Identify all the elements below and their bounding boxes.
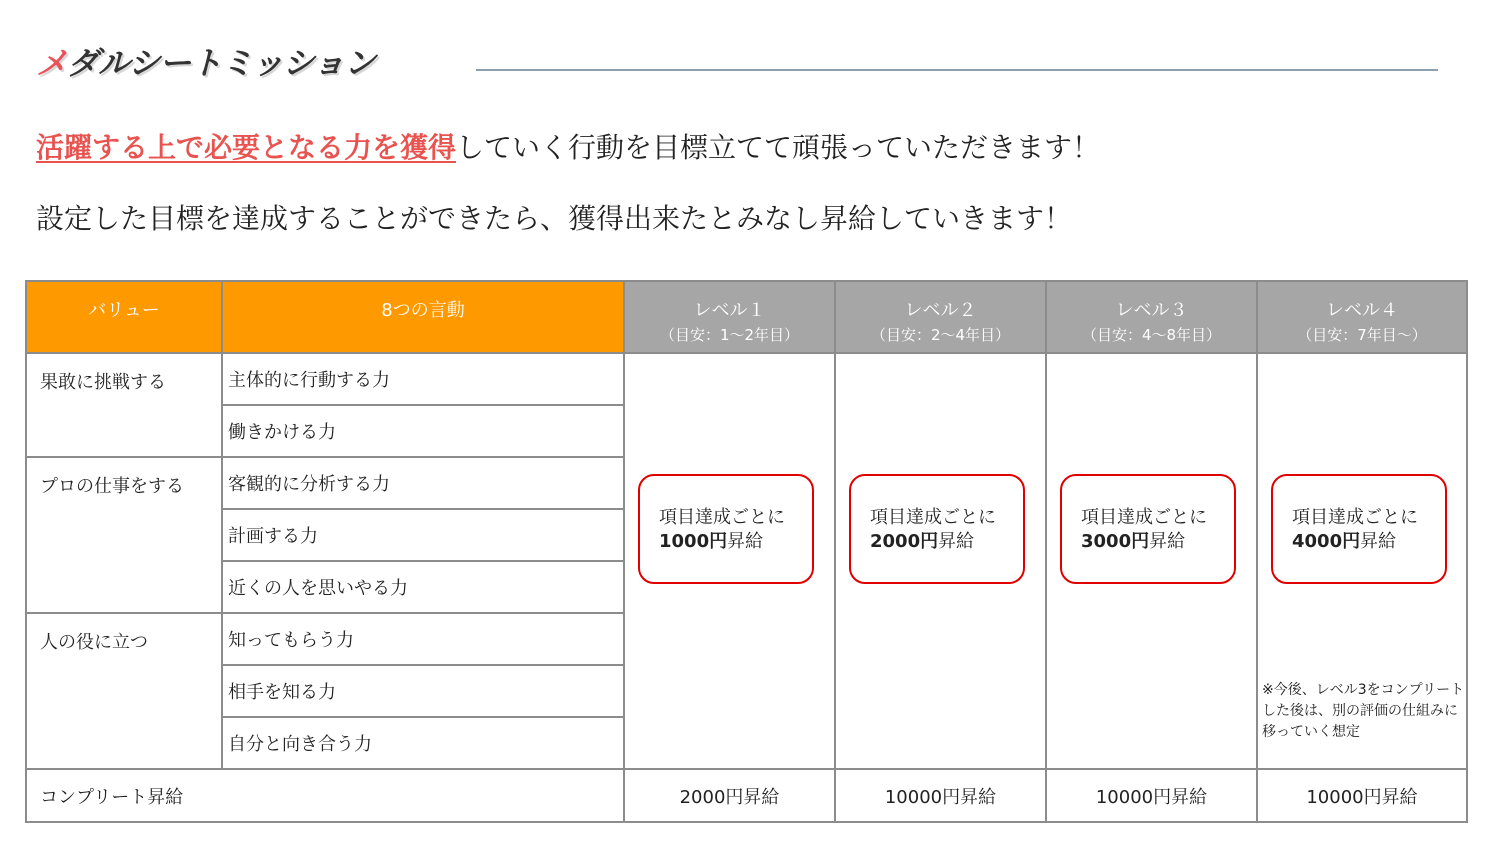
page-title-rest: ダルシートミッション xyxy=(67,44,375,82)
complete-amount-level-2: 10000円昇給 xyxy=(835,769,1046,822)
complete-row xyxy=(26,769,1467,822)
header-level-3: レベル３ （目安：4～8年目） xyxy=(1046,281,1257,353)
intro-highlight: 活躍する上で必要となる力を獲得 xyxy=(36,131,457,164)
intro-line-2: 設定した目標を達成することができたら、獲得出来たとみなし昇給していきます！ xyxy=(36,202,1073,235)
medal-sheet-table xyxy=(25,280,1468,823)
level-3-cell xyxy=(1046,353,1257,769)
action-cell: 知ってもらう力 xyxy=(222,613,624,665)
header-level-1: レベル１ （目安：1～2年目） xyxy=(624,281,835,353)
level-1-badge: 項目達成ごとに 1000円昇給 xyxy=(638,474,814,584)
action-cell: 自分と向き合う力 xyxy=(222,717,624,769)
title-divider xyxy=(476,69,1438,71)
action-cell: 主体的に行動する力 xyxy=(222,353,624,405)
action-cell: 近くの人を思いやる力 xyxy=(222,561,624,613)
header-level-4: レベル４ （目安：7年目～） xyxy=(1257,281,1467,353)
action-cell: 客観的に分析する力 xyxy=(222,457,624,509)
complete-amount-level-4: 10000円昇給 xyxy=(1257,769,1467,822)
level-2-badge: 項目達成ごとに 2000円昇給 xyxy=(849,474,1025,584)
level-3-badge: 項目達成ごとに 3000円昇給 xyxy=(1060,474,1236,584)
table-header-row xyxy=(26,281,1467,353)
level-4-note: ※今後、レベル3をコンプリートした後は、別の評価の仕組みに移っていく想定 xyxy=(1262,682,1465,740)
level-2-cell xyxy=(835,353,1046,769)
level-1-cell xyxy=(624,353,835,769)
complete-label: コンプリート昇給 xyxy=(26,769,624,822)
action-cell: 計画する力 xyxy=(222,509,624,561)
intro-line-1-rest: していく行動を目標立てて頑張っていただきます！ xyxy=(456,131,1101,164)
complete-amount-level-3: 10000円昇給 xyxy=(1046,769,1257,822)
complete-amount-level-1: 2000円昇給 xyxy=(624,769,835,822)
page-title-first-char: メ xyxy=(36,44,68,82)
action-cell: 相手を知る力 xyxy=(222,665,624,717)
level-4-badge: 項目達成ごとに 4000円昇給 xyxy=(1271,474,1447,584)
page-title xyxy=(36,38,375,84)
header-level-2: レベル２ （目安：2～4年目） xyxy=(835,281,1046,353)
intro-line-1 xyxy=(36,126,1100,166)
header-actions: 8つの言動 xyxy=(222,281,624,353)
value-cell: 人の役に立つ xyxy=(26,613,222,769)
header-value: バリュー xyxy=(26,281,222,353)
action-cell: 働きかける力 xyxy=(222,405,624,457)
value-cell: プロの仕事をする xyxy=(26,457,222,613)
value-cell: 果敢に挑戦する xyxy=(26,353,222,457)
level-4-cell xyxy=(1257,353,1467,769)
table-row xyxy=(26,353,1467,405)
